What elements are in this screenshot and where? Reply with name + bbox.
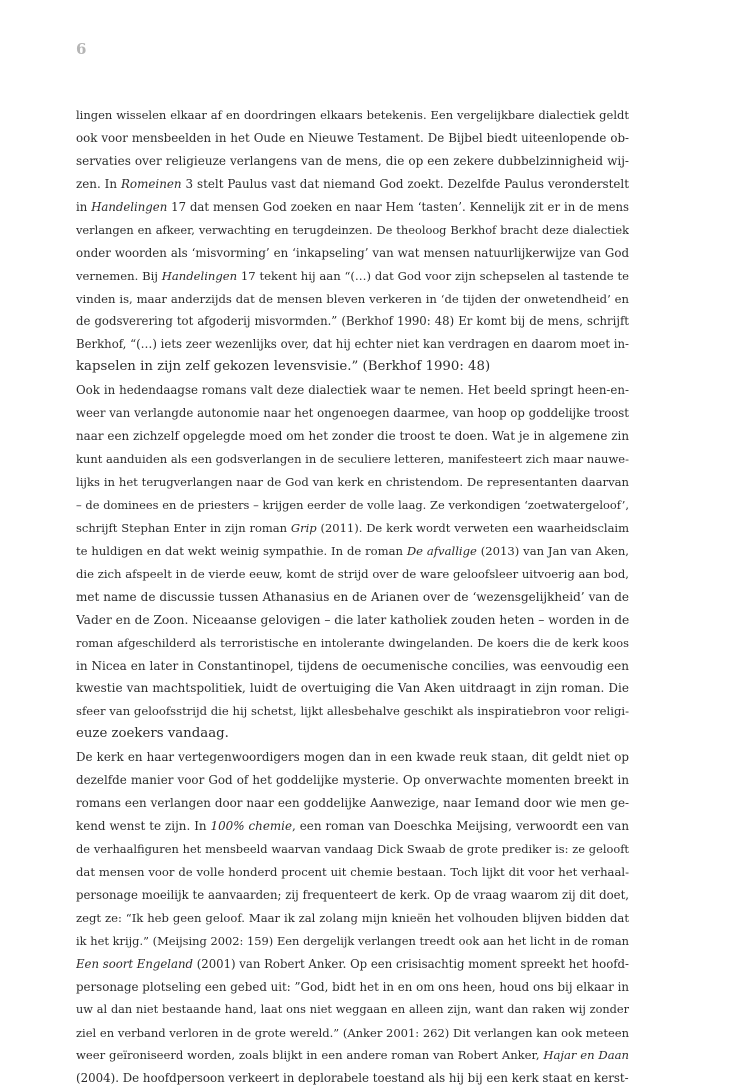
text-line — [76, 127, 629, 150]
text-line — [76, 242, 629, 265]
text-line — [76, 265, 629, 288]
italic-title: 100% chemie — [210, 819, 292, 834]
text-run: de godsverering tot afgoderij misvormden.” (Berkhof 1990: 48) Er komt bij de mens, schrijft — [76, 314, 629, 329]
text-run: ik het krijg.” (Meijsing 2002: 159) Een dergelijk verlangen treedt ook aan het licht in de roman — [76, 933, 629, 948]
paragraph — [76, 379, 629, 746]
text-run: die zich afspeelt in de vierde eeuw, komt de strijd over de ware geloofsleer uitvoerig aan bod, — [76, 566, 629, 581]
text-line — [76, 632, 629, 655]
page-number: 6 — [76, 40, 87, 58]
text-run: sfeer van geloofsstrijd die hij schetst, lijkt allesbehalve geschikt als inspiratiebron voor religi- — [76, 704, 629, 719]
italic-title: Handelingen — [161, 268, 238, 283]
text-line — [76, 677, 629, 700]
text-run: in — [76, 199, 92, 214]
text-line — [76, 517, 629, 540]
italic-title: Handelingen — [91, 199, 168, 214]
text-run: 17 tekent hij aan “(…) dat God voor zijn schepselen al tastende te — [237, 268, 629, 283]
text-run: lijks in het terugverlangen naar de God van kerk en christendom. De representanten daarvan — [76, 475, 629, 489]
text-line — [76, 425, 629, 448]
text-run: naar een zichzelf opgelegde moed om het zonder die troost te doen. Wat je in algemene zin — [76, 429, 629, 444]
text-run: in Nicea en later in Constantinopel, tijdens de oecumenische concilies, was eenvoudig een — [76, 658, 629, 673]
text-line — [76, 448, 629, 471]
text-line — [76, 310, 629, 333]
text-line — [76, 999, 629, 1022]
text-line — [76, 769, 629, 792]
text-line — [76, 1044, 629, 1067]
text-line — [76, 402, 629, 425]
italic-title: Grip — [290, 520, 317, 535]
text-line — [76, 838, 629, 861]
text-run: schrijft Stephan Enter in zijn roman — [76, 520, 291, 535]
text-run: dezelfde manier voor God of het goddelijke mysterie. Op onverwachte momenten breekt in — [76, 773, 629, 788]
text-run: dat mensen voor de volle honderd procent uit chemie bestaan. Toch lijkt dit voor het verhaal- — [76, 864, 629, 879]
text-run: roman afgeschilderd als terroristische en intolerante dwingelanden. De koers die de kerk koos — [76, 635, 629, 650]
text-line — [76, 563, 629, 586]
text-run: met name de discussie tussen Athanasius en de Arianen over de ‘wezensgelijkheid’ van de — [76, 589, 629, 604]
text-line — [76, 586, 629, 609]
text-run: te huldigen en dat wekt weinig sympathie. In de roman — [76, 543, 407, 558]
text-run: weer van verlangde autonomie naar het ongenoegen daarmee, van hoop op goddelijke troost — [76, 406, 629, 421]
text-run: verlangen en afkeer, verwachting en terugdeinzen. De theoloog Berkhof bracht deze dialectiek — [76, 222, 629, 237]
text-line — [76, 884, 629, 907]
text-run: de verhaalfiguren het mensbeeld waarvan vandaag Dick Swaab de grote prediker is: ze gelooft — [76, 842, 629, 856]
text-run: ziel en verband verloren in de grote wereld.” (Anker 2001: 262) Dit verlangen kan ook meteen — [76, 1025, 629, 1040]
text-line — [76, 150, 629, 173]
text-run: , een roman van Doeschka Meijsing, verwoordt een van — [292, 819, 629, 834]
text-run: servaties over religieuze verlangens van de mens, die op een zekere dubbelzinnigheid wij- — [76, 153, 629, 168]
text-run: personage moeilijk te aanvaarden; zij frequenteert de kerk. Op de vraag waarom zij dit doet, — [76, 887, 629, 902]
text-run: 3 stelt Paulus vast dat niemand God zoekt. Dezelfde Paulus veronderstelt — [181, 176, 629, 191]
text-run: vinden is, maar anderzijds dat de mensen bleven verkeren in ‘de tijden der onwetendheid’ en — [76, 291, 629, 306]
text-line — [76, 746, 629, 769]
text-run: kunt aanduiden als een godsverlangen in de seculiere letteren, manifesteert zich maar nauwe- — [76, 452, 629, 467]
text-line — [76, 907, 629, 930]
text-run: (2011). De kerk wordt verweten een waarheidsclaim — [316, 520, 629, 535]
text-line — [76, 196, 629, 219]
text-line — [76, 219, 629, 242]
italic-title: Romeinen — [120, 176, 182, 191]
text-line — [76, 288, 629, 311]
text-run: (2001) van Robert Anker. Op een crisisachtig moment spreekt het hoofd- — [192, 956, 629, 971]
text-line — [76, 700, 629, 723]
text-line — [76, 815, 629, 838]
text-run: – de dominees en de priesters – krijgen eerder de volle laag. Ze verkondigen ‘zoetwatergeloof’, — [76, 497, 629, 512]
text-line — [76, 976, 629, 999]
text-line — [76, 356, 629, 379]
text-line — [76, 861, 629, 884]
text-line — [76, 471, 629, 494]
text-run: 17 dat mensen God zoeken en naar Hem ‘tasten’. Kennelijk zit er in de mens — [167, 199, 629, 214]
text-line — [76, 540, 629, 563]
text-line — [76, 104, 629, 127]
text-run: Vader en de Zoon. Niceaanse gelovigen – die later katholiek zouden heten – worden in de — [76, 612, 629, 627]
text-run: kwestie van machtspolitiek, luidt de overtuiging die Van Aken uitdraagt in zijn roman. Die — [76, 681, 629, 696]
text-run: kend wenst te zijn. In — [76, 819, 211, 834]
paragraph — [76, 746, 629, 1090]
text-line — [76, 655, 629, 678]
text-line — [76, 953, 629, 976]
text-run: personage plotseling een gebed uit: ”God, bidt het in en om ons heen, houd ons bij elkaar in — [76, 979, 629, 994]
text-run: (2013) van Jan van Aken, — [476, 543, 629, 558]
text-line — [76, 1022, 629, 1045]
text-run: lingen wisselen elkaar af en doordringen elkaars betekenis. Een vergelijkbare dialectiek geldt — [76, 108, 629, 122]
text-line — [76, 723, 629, 746]
body-text — [76, 104, 629, 1090]
text-run: vernemen. Bij — [76, 268, 162, 283]
text-run: (2004). De hoofdpersoon verkeert in deplorabele toestand als hij bij een kerk staat en kerst- — [76, 1071, 629, 1086]
italic-title: Een soort Engeland — [76, 956, 193, 971]
text-run: kapselen in zijn zelf gekozen levensvisie.” (Berkhof 1990: 48) — [76, 359, 491, 375]
text-line — [76, 609, 629, 632]
text-run: weer geïroniseerd worden, zoals blijkt in een andere roman van Robert Anker, — [76, 1048, 544, 1063]
italic-title: Hajar en Daan — [543, 1048, 629, 1063]
text-run: onder woorden als ‘misvorming’ en ‘inkapseling’ van wat mensen natuurlijkerwijze van God — [76, 245, 629, 260]
text-line — [76, 494, 629, 517]
text-line — [76, 930, 629, 953]
italic-title: De afvallige — [406, 543, 477, 558]
text-run: ook voor mensbeelden in het Oude en Nieuwe Testament. De Bijbel biedt uiteenlopende ob- — [76, 130, 629, 145]
text-line — [76, 792, 629, 815]
text-line — [76, 333, 629, 356]
text-run: Berkhof, “(…) iets zeer wezenlijks over, dat hij echter niet kan verdragen en daarom moet in- — [76, 337, 629, 352]
text-line — [76, 379, 629, 402]
text-line — [76, 1067, 629, 1090]
text-run: De kerk en haar vertegenwoordigers mogen dan in een kwade reuk staan, dit geldt niet op — [76, 750, 629, 765]
paragraph — [76, 104, 629, 379]
text-run: zen. In — [76, 176, 121, 191]
text-run: uw al dan niet bestaande hand, laat ons niet weggaan en alleen zijn, want dan raken wij zonder — [76, 1002, 629, 1016]
text-run: euze zoekers vandaag. — [76, 726, 229, 742]
text-line — [76, 173, 629, 196]
text-run: zegt ze: “Ik heb geen geloof. Maar ik zal zolang mijn knieën het volhouden blijven bidden dat — [76, 910, 629, 925]
text-run: Ook in hedendaagse romans valt deze dialectiek waar te nemen. Het beeld springt heen-en- — [76, 383, 629, 398]
text-run: romans een verlangen door naar een goddelijke Aanwezige, naar Iemand door wie men ge- — [76, 796, 629, 811]
